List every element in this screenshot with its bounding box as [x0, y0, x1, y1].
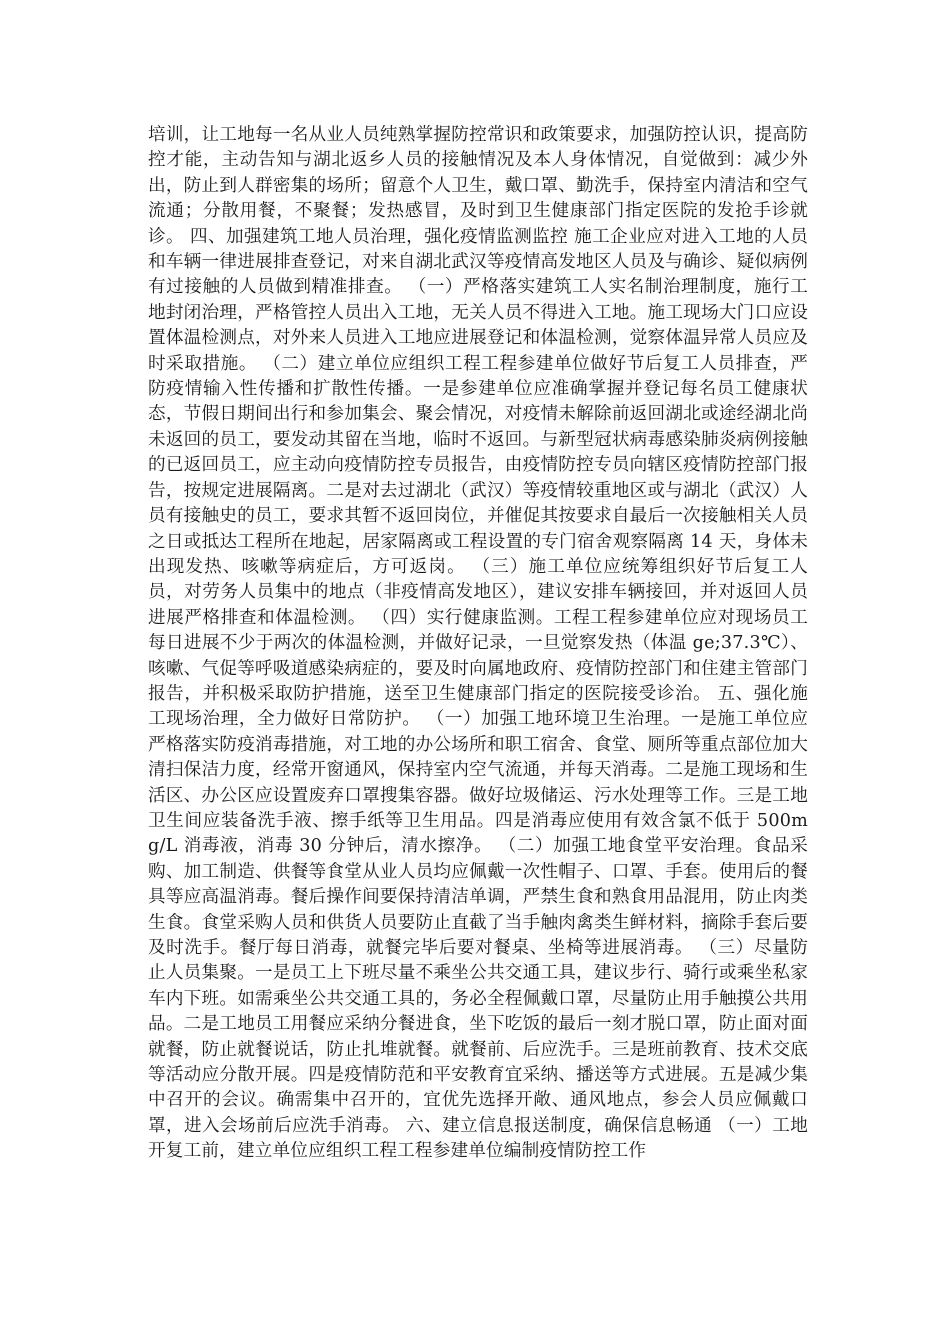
body-paragraph: 培训，让工地每一名从业人员纯熟掌握防控常识和政策要求，加强防控认识，提高防控才能，主动告知与湖北返乡人员的接触情况及本人身体情况，自觉做到：减少外出，防止到人群密集的场所；留意个人卫生，戴口罩、勤洗手，保持室内清洁和空气流通；分散用餐，不聚餐；发热感冒，及时到卫生健康部门指定医院的发抢手诊就诊。 四、加强建筑工地人员治理，强化疫情监测监控 施工企业应对进入工地的人员和车辆一律进展排查登记，对来自湖北武汉等疫情高发地区人员及与确诊、疑似病例有过接触的人员做到精准排查。 （一）严格落实建筑工人实名制治理制度，施行工地封闭治理，严格管控人员出入工地，无关人员不得进入工地。施工现场大门口应设置体温检测点，对外来人员进入工地应进展登记和体温检测，觉察体温异常人员应及时采取措施。 （二）建立单位应组织工程工程参建单位做好节后复工人员排查，严防疫情输入性传播和扩散性传播。一是参建单位应准确掌握并登记每名员工健康状态，节假日期间出行和参加集会、聚会情况，对疫情未解除前返回湖北或途经湖北尚未返回的员工，要发动其留在当地，临时不返回。与新型冠状病毒感染肺炎病例接触的已返回员工，应主动向疫情防控专员报告，由疫情防控专员向辖区疫情防控部门报告，按规定进展隔离。二是对去过湖北（武汉）等疫情较重地区或与湖北（武汉）人员有接触史的员工，要求其暂不返回岗位，并催促其按要求自最后一次接触相关人员之日或抵达工程所在地起，居家隔离或工程设置的专门宿舍观察隔离 14 天，身体未出现发热、咳嗽等病症后，方可返岗。 （三）施工单位应统筹组织好节后复工人员，对劳务人员集中的地点（非疫情高发地区），建议安排车辆接回，并对返回人员进展严格排查和体温检测。 （四）实行健康监测。工程工程参建单位应对现场员工每日进展不少于两次的体温检测，并做好记录，一旦觉察发热（体温 ge;37.3℃）、咳嗽、气促等呼吸道感染病症的，要及时向属地政府、疫情防控部门和住建主管部门报告，并积极采取防护措施，送至卫生健康部门指定的医院接受诊治。 五、强化施工现场治理，全力做好日常防护。 （一）加强工地环境卫生治理。一是施工单位应严格落实防疫消毒措施，对工地的办公场所和职工宿舍、食堂、厕所等重点部位加大清扫保洁力度，经常开窗通风，保持室内空气流通，并每天消毒。二是施工现场和生活区、办公区应设置废弃口罩搜集容器。做好垃圾储运、污水处理等工作。三是工地卫生间应装备洗手液、擦手纸等卫生用品。四是消毒应使用有效含氯不低于 500mg/L 消毒液，消毒 30 分钟后，清水擦净。 （二）加强工地食堂平安治理。食品采购、加工制造、供餐等食堂从业人员均应佩戴一次性帽子、口罩、手套。使用后的餐具等应高温消毒。餐后操作间要保持清洁单调，严禁生食和熟食用品混用，防止肉类生食。食堂采购人员和供货人员要防止直截了当手触肉禽类生鲜材料，摘除手套后要及时洗手。餐厅每日消毒，就餐完毕后要对餐桌、坐椅等进展消毒。 （三）尽量防止人员集聚。一是员工上下班尽量不乘坐公共交通工具，建议步行、骑行或乘坐私家车内下班。如需乘坐公共交通工具的，务必全程佩戴口罩，尽量防止用手触摸公共用品。二是工地员工用餐应采纳分餐进食，坐下吃饭的最后一刻才脱口罩，防止面对面就餐，防止就餐说话，防止扎堆就餐。就餐前、后应洗手。三是班前教育、技术交底等活动应分散开展。四是疫情防范和平安教育宜采纳、播送等方式进展。五是减少集中召开的会议。确需集中召开的，宜优先选择开敞、通风地点，参会人员应佩戴口罩，进入会场前后应洗手消毒。 六、建立信息报送制度，确保信息畅通 （一）工地开复工前，建立单位应组织工程工程参建单位编制疫情防控工作 — [148, 125, 808, 1162]
